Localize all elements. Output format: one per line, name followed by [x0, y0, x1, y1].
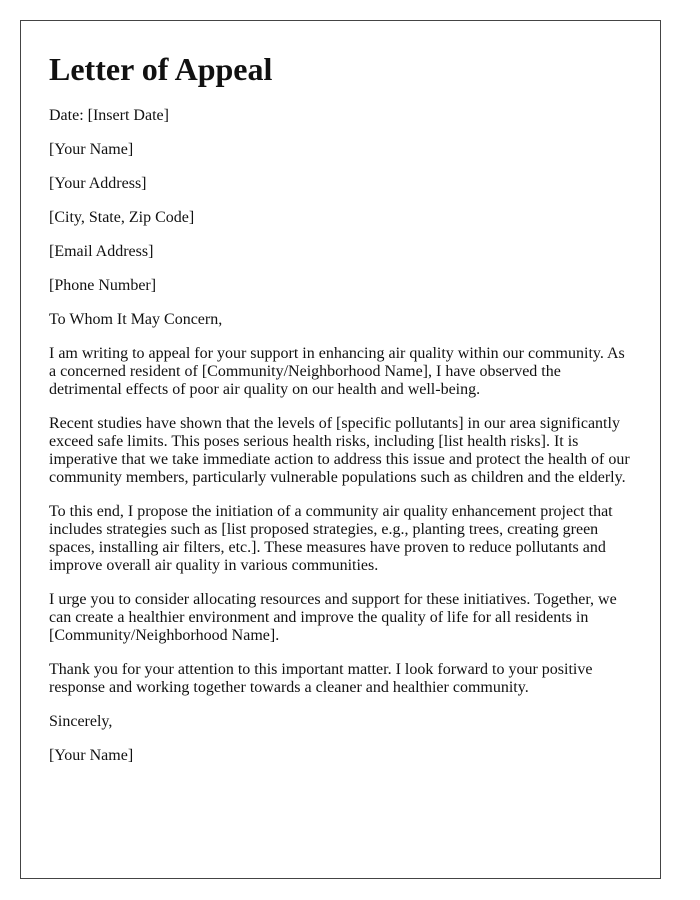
- sender-city-state-zip: [City, State, Zip Code]: [49, 209, 195, 226]
- letter-page: [20, 20, 661, 879]
- body-paragraph-request: I urge you to consider allocating resources and support for these initiatives. Together, we can create a healthier environment and improve the quality of life for all residents in [Community/Neighborhood Name].: [49, 591, 617, 644]
- signature-name: [Your Name]: [49, 747, 134, 764]
- sender-phone: [Phone Number]: [49, 277, 157, 294]
- salutation: To Whom It May Concern,: [49, 311, 223, 328]
- sender-address: [Your Address]: [49, 175, 147, 192]
- sender-name: [Your Name]: [49, 141, 134, 158]
- body-paragraph-thanks: Thank you for your attention to this important matter. I look forward to your positive response and working together towards a cleaner and healthier community.: [49, 661, 593, 696]
- letter-title: Letter of Appeal: [49, 51, 273, 87]
- sender-email: [Email Address]: [49, 243, 154, 260]
- closing: Sincerely,: [49, 713, 113, 730]
- date-line: Date: [Insert Date]: [49, 107, 169, 124]
- body-paragraph-intro: I am writing to appeal for your support in enhancing air quality within our community. As a concerned resident of [Community/Neighborhood Name], I have observed the detrimental effects of poor air quality on our health and well-being.: [49, 345, 625, 398]
- body-paragraph-health-risks: Recent studies have shown that the levels of [specific pollutants] in our area significantly exceed safe limits. This poses serious health risks, including [list health risks]. It is imperative that we take immediate action to address this issue and protect the health of our community members, particularly vulnerable populations such as children and the elderly.: [49, 415, 630, 486]
- body-paragraph-proposal: To this end, I propose the initiation of a community air quality enhancement project that includes strategies such as [list proposed strategies, e.g., planting trees, creating green spaces, installing air filters, etc.]. These measures have proven to reduce pollutants and improve overall air quality in various communities.: [49, 503, 613, 574]
